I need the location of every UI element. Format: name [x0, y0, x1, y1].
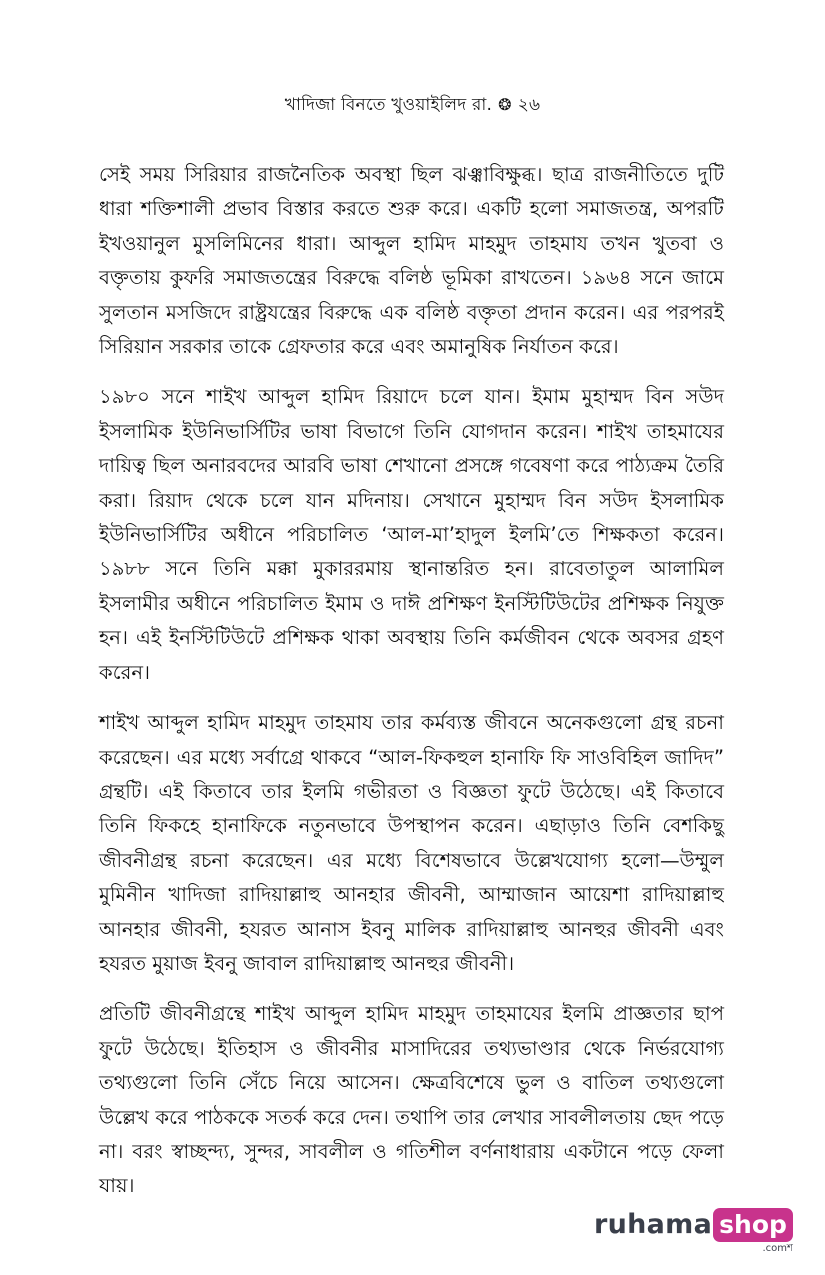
running-header: [0, 92, 825, 120]
body-text: [99, 158, 724, 1220]
logo-brand-secondary: shop: [713, 1208, 793, 1242]
paragraph-2: ১৯৮০ সনে শাইখ আব্দুল হামিদ রিয়াদে চলে যান। ইমাম মুহাম্মদ বিন সউদ ইসলামিক ইউনিভার্সিটির ভাষা বিভাগে তিনি যোগদান করেন। শাইখ তাহমাযের দায়িত্ব ছিল অনারবদের আরবি ভাষা শেখানো প্রসঙ্গে গবেষণা করে পাঠ্যক্রম তৈরি করা। রিয়াদ থেকে চলে যান মদিনায়। সেখানে মুহাম্মদ বিন সউদ ইসলামিক ইউনিভার্সিটির অধীনে পরিচালিত ‘আল-মা’হাদুল ইলমি’তে শিক্ষকতা করেন। ১৯৮৮ সনে তিনি মক্কা মুকাররমায় স্থানান্তরিত হন। রাবেতাতুল আলামিল ইসলামীর অধীনে পরিচালিত ইমাম ও দাঈ প্রশিক্ষণ ইনস্টিটিউটের প্রশিক্ষক নিযুক্ত হন। এই ইনস্টিটিউটে প্রশিক্ষক থাকা অবস্থায় তিনি কর্মজীবন থেকে অবসর গ্রহণ করেন।: [99, 385, 724, 684]
paragraph-1: সেই সময় সিরিয়ার রাজনৈতিক অবস্থা ছিল ঝঞ্ঝাবিক্ষুব্ধ। ছাত্র রাজনীতিতে দুটি ধারা শক্তিশালী প্রভাব বিস্তার করতে শুরু করে। একটি হলো সমাজতন্ত্র, অপরটি ইখওয়ানুল মুসলিমিনের ধারা। আব্দুল হামিদ মাহমুদ তাহমায তখন খুতবা ও বক্তৃতায় কুফরি সমাজতন্ত্রের বিরুদ্ধে বলিষ্ঠ ভূমিকা রাখতেন। ১৯৬৪ সনে জামে সুলতান মসজিদে রাষ্ট্রযন্ত্রের বিরুদ্ধে এক বলিষ্ঠ বক্তৃতা প্রদান করেন। এর পরপরই সিরিয়ান সরকার তাকে গ্রেফতার করে এবং অমানুষিক নির্যাতন করে।: [99, 163, 724, 359]
running-title: খাদিজা বিনতে খুওয়াইলিদ রা.: [284, 95, 493, 115]
paragraph-3: শাইখ আব্দুল হামিদ মাহমুদ তাহমায তার কর্মব্যস্ত জীবনে অনেকগুলো গ্রন্থ রচনা করেছেন। এর মধ্যে সর্বাগ্রে থাকবে “আল-ফিকহুল হানাফি ফি সাওবিহিল জাদিদ” গ্রন্থটি। এই কিতাবে তার ইলমি গভীরতা ও বিজ্ঞতা ফুটে উঠেছে। এই কিতাবে তিনি ফিকহে হানাফিকে নতুনভাবে উপস্থাপন করেন। এছাড়াও তিনি বেশকিছু জীবনীগ্রন্থ রচনা করেছেন। এর মধ্যে বিশেষভাবে উল্লেখযোগ্য হলো—উম্মুল মুমিনীন খাদিজা রাদিয়াল্লাহু আনহার জীবনী, আম্মাজান আয়েশা রাদিয়াল্লাহু আনহার জীবনী, হযরত আনাস ইবনু মালিক রাদিয়াল্লাহু আনহুর জীবনী এবং হযরত মুয়াজ ইবনু জাবাল রাদিয়াল্লাহু আনহুর জীবনী।: [99, 711, 724, 975]
paragraph-4: প্রতিটি জীবনীগ্রন্থে শাইখ আব্দুল হামিদ মাহমুদ তাহমাযের ইলমি প্রাজ্ঞতার ছাপ ফুটে উঠেছে। ইতিহাস ও জীবনীর মাসাদিরের তথ্যভাণ্ডার থেকে নির্ভরযোগ্য তথ্যগুলো তিনি সেঁচে নিয়ে আসেন। ক্ষেত্রবিশেষে ভুল ও বাতিল তথ্যগুলো উল্লেখ করে পাঠককে সতর্ক করে দেন। তথাপি তার লেখার সাবলীলতায় ছেদ পড়ে না। বরং স্বাচ্ছন্দ্য, সুন্দর, সাবলীল ও গতিশীল বর্ণনাধারায় একটানে পড়ে ফেলা যায়।: [99, 1002, 724, 1198]
logo-brand-suffix: .comশ: [762, 1243, 793, 1254]
ornament-icon: ❂: [498, 95, 512, 114]
logo-brand-primary: ruhama: [594, 1209, 713, 1240]
page-number: ২৬: [517, 95, 541, 115]
logo-shop-group: [713, 1208, 793, 1255]
ruhamashop-logo: [594, 1208, 793, 1254]
